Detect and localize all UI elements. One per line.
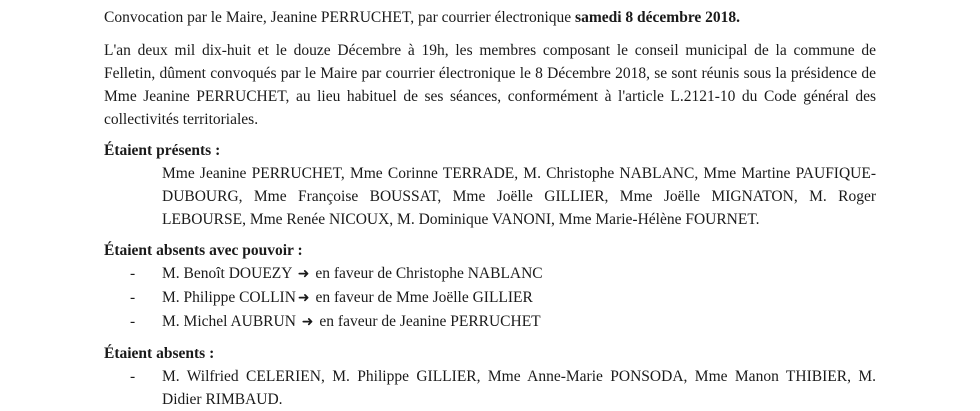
absents-title: Étaient absents xyxy=(104,345,206,362)
presents-list: Mme Jeanine PERRUCHET, Mme Corinne TERRADE, M. Christophe NABLANC, Mme Martine PAUFIQUE-DUBOURG, Mme Françoise BOUSSAT, Mme Joëlle GILLIER, Mme Joëlle MIGNATON, M. Roger LEBOURSE, Mme Renée NICOUX, M. Dominique VANONI, Mme Marie-Hélène FOURNET. xyxy=(162,165,876,228)
absents-heading xyxy=(104,342,876,365)
presents-title: Étaient présents xyxy=(104,142,212,159)
absent-name: M. Benoît DOUEZY xyxy=(162,265,292,282)
presents-title-suffix: : xyxy=(211,142,221,159)
absents-pouvoir-title: Étaient absents avec pouvoir xyxy=(104,242,294,259)
absent-name: M. Philippe COLLIN xyxy=(162,289,296,306)
proxy-text: en faveur de Mme Joëlle GILLIER xyxy=(315,289,533,306)
proxy-text: en faveur de Christophe NABLANC xyxy=(315,265,543,282)
convocation-line xyxy=(104,6,876,29)
convocation-text: Convocation par le Maire, Jeanine PERRUCHET, par courrier électronique xyxy=(104,9,576,26)
right-arrow-icon: ➜ xyxy=(297,266,310,282)
bullet-dash: - xyxy=(130,368,136,385)
right-arrow-icon: ➜ xyxy=(301,314,314,330)
list-item xyxy=(104,310,876,334)
absents-list xyxy=(104,365,876,411)
absents-pouvoir-list xyxy=(104,262,876,334)
bullet-dash: - xyxy=(130,313,136,330)
convocation-date: samedi 8 décembre 2018. xyxy=(575,9,741,26)
list-item xyxy=(104,286,876,310)
list-item xyxy=(104,262,876,286)
list-item xyxy=(104,365,876,411)
absents-pouvoir-heading xyxy=(104,239,876,262)
absents-pouvoir-title-suffix: : xyxy=(293,242,303,259)
proxy-text: en faveur de Jeanine PERRUCHET xyxy=(319,313,541,330)
bullet-dash: - xyxy=(130,265,136,282)
minutes-page xyxy=(104,6,876,411)
right-arrow-icon: ➜ xyxy=(297,290,310,306)
absents-names: M. Wilfried CELERIEN, M. Philippe GILLIER, Mme Anne-Marie PONSODA, Mme Manon THIBIER, M. Didier RIMBAUD. xyxy=(162,368,876,408)
absents-title-suffix: : xyxy=(205,345,215,362)
presents-heading xyxy=(104,139,876,162)
bullet-dash: - xyxy=(130,289,136,306)
absent-name: M. Michel AUBRUN xyxy=(162,313,296,330)
intro-paragraph: L'an deux mil dix-huit et le douze Décembre à 19h, les membres composant le conseil municipal de la commune de Felletin, dûment convoqués par le Maire par courrier électronique le 8 Décembre 2018, se sont réunis sous la présidence de Mme Jeanine PERRUCHET, au lieu habituel de ses séances, conformément à l'article L.2121-10 du Code général des collectivités territoriales. xyxy=(104,42,876,128)
